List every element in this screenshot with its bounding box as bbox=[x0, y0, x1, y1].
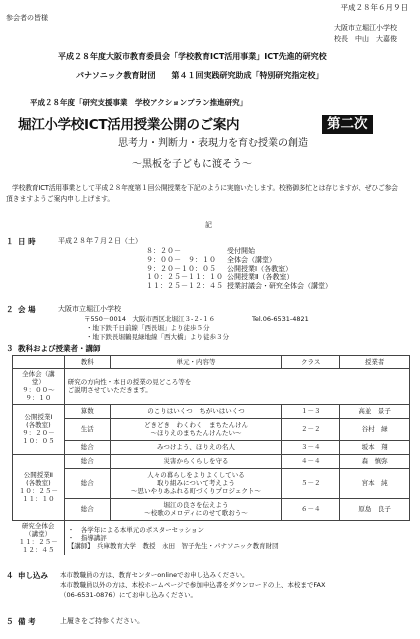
schedule-event: 授業討議会・研究全体会（講堂） bbox=[227, 282, 332, 290]
schedule-time: ８：２０－ bbox=[146, 247, 181, 255]
class-cell: ６－４ bbox=[282, 498, 340, 520]
ki-mark: 記 bbox=[205, 221, 212, 229]
section-3-number: ３ bbox=[6, 344, 14, 353]
page-title: 堀江小学校ICT活用授業公開のご案内 bbox=[18, 117, 240, 133]
block-2-period: 公開授業Ⅱ (各教室) １０：２５－ １１：１０ bbox=[13, 454, 65, 520]
schedule-event: 公開授業Ⅱ（各教室） bbox=[227, 273, 294, 282]
subject-cell: 生活 bbox=[64, 418, 110, 440]
unit-cell: 堀江の良さを伝えよう ～校歌のメロディにのせて歌おう～ bbox=[110, 498, 282, 520]
section-4-label: 申し込み bbox=[18, 571, 48, 580]
edition-badge: 第二次 bbox=[322, 115, 373, 134]
class-cell: ５－２ bbox=[282, 468, 340, 498]
subject-cell: 総合 bbox=[64, 498, 110, 520]
schedule-event: 受付開始 bbox=[227, 247, 255, 255]
apply-line-2: 本市教職員以外の方は、本校ホームページで参加申込書をダウンロードの上、本校までFAX bbox=[60, 581, 326, 589]
sponsor-line-1: 平成２８年度大阪市教育委員会「学校教育ICT活用事業」ICT先進的研究校 bbox=[58, 52, 327, 61]
teacher-cell: 原島 良子 bbox=[340, 498, 410, 520]
venue-phone: Tel.06-6531-4821 bbox=[252, 315, 309, 323]
closing-item-1: ・ 各学年による本単元のポスターセッション bbox=[67, 525, 205, 534]
unit-cell: 人々の暮らしをよりよくしている 取り組みについて考えよう ～思いやりあふれる町づくりプロジェクト～ bbox=[110, 468, 282, 498]
subtitle-theme: 思考力・判断力・表現力を育む授業の創造 bbox=[118, 138, 308, 149]
teacher-cell: 宮本 純 bbox=[340, 468, 410, 498]
table-row bbox=[13, 404, 410, 418]
table-row bbox=[13, 498, 410, 520]
subject-cell: 総合 bbox=[64, 468, 110, 498]
date: 平成２８年６月９日 bbox=[340, 3, 408, 12]
schedule-time: ９：００－ ９：１０ bbox=[146, 255, 216, 264]
remarks: 上履きをご持参ください。 bbox=[60, 617, 144, 625]
access-1: ・地下鉄千日前線「西長堀」より徒歩５分 bbox=[86, 324, 210, 332]
schedule-row bbox=[146, 256, 336, 265]
section-4-number: ４ bbox=[6, 571, 14, 580]
schedule-row bbox=[146, 282, 336, 291]
apply-line-3: （06-6531-0876）にてお申し込みください。 bbox=[60, 591, 198, 599]
opening-content: 研究の方向性・本日の授業の見どころ等を ご説明させていただきます。 bbox=[64, 369, 409, 405]
subject-cell: 総合 bbox=[64, 440, 110, 454]
teacher-cell: 高並 景子 bbox=[340, 404, 410, 418]
sponsor-line-2: パナソニック教育財団 第４１回実践研究助成「特別研究指定校」 bbox=[76, 71, 324, 80]
subject-cell: 総合 bbox=[64, 454, 110, 468]
venue-address: 〒550－0014 大阪市西区北堀江３-２-１６ bbox=[84, 315, 216, 323]
table-header: 教科 bbox=[64, 356, 110, 369]
teacher-cell: 森 慎弥 bbox=[340, 454, 410, 468]
table-row bbox=[13, 369, 410, 405]
class-cell: １－３ bbox=[282, 404, 340, 418]
schedule-event: 公開授業Ⅰ（各教室） bbox=[227, 264, 293, 273]
sender-school: 大阪市立堀江小学校 bbox=[334, 24, 397, 32]
apply-line-1: 本市教職員の方は、教育センターonlineでお申し込みください。 bbox=[60, 571, 249, 579]
class-cell: ２－２ bbox=[282, 418, 340, 440]
closing-item-2: ・ 指導講評 bbox=[67, 533, 107, 542]
table-header: 授業者 bbox=[340, 356, 410, 369]
recipients: 参会者の皆様 bbox=[6, 14, 48, 22]
table-row bbox=[13, 520, 410, 555]
schedule-time: ９：２０－１０：０５ bbox=[146, 264, 216, 273]
section-3-label: 教科および授業者・講師 bbox=[18, 344, 101, 353]
subtitle-motto: ～黒板を子どもに渡そう～ bbox=[132, 159, 252, 170]
schedule-table bbox=[146, 247, 336, 291]
teacher-cell: 谷村 緑 bbox=[340, 418, 410, 440]
section-1-label: 日 時 bbox=[18, 237, 36, 246]
schedule-row bbox=[146, 247, 336, 256]
table-header-row bbox=[13, 356, 410, 369]
unit-cell: どきどき わくわく まちたんけん ～ほりえのまちたんけんたい～ bbox=[110, 418, 282, 440]
venue-name: 大阪市立堀江小学校 bbox=[58, 305, 121, 313]
program-table bbox=[12, 355, 410, 555]
closing-item-3: 【講師】 兵庫教育大学 教授 永田 智子先生・パナソニック教育財団 bbox=[67, 541, 279, 550]
closing-content bbox=[64, 520, 409, 555]
sponsor-line-3: 平成２８年度「研究支援事業 学校アクションプラン推進研究」 bbox=[30, 98, 248, 107]
sender-name: 校長 中山 大嘉俊 bbox=[334, 35, 397, 43]
section-5-number: ５ bbox=[6, 617, 14, 626]
section-2-number: ２ bbox=[6, 305, 14, 314]
teacher-cell: 坂本 翔 bbox=[340, 440, 410, 454]
schedule-time: １０：２５－１１：１０ bbox=[146, 273, 223, 282]
unit-cell: みつけよう、ほりえの名人 bbox=[110, 440, 282, 454]
block-1-period: 公開授業Ⅰ (各教室) ９：２０－ １０：０５ bbox=[13, 404, 65, 454]
unit-cell: のこりはいくつ ちがいはいくつ bbox=[110, 404, 282, 418]
schedule-row bbox=[146, 265, 336, 274]
intro-line-2: 頂きますようご案内申し上げます。 bbox=[6, 195, 115, 203]
unit-cell: 災害からくらしを守る bbox=[110, 454, 282, 468]
table-row bbox=[13, 418, 410, 440]
table-row bbox=[13, 454, 410, 468]
closing-period: 研究全体会（講堂） １１：２５－１２：４５ bbox=[13, 520, 65, 555]
schedule-row bbox=[146, 273, 336, 282]
section-1-number: １ bbox=[6, 237, 14, 246]
table-header bbox=[13, 356, 65, 369]
table-row bbox=[13, 468, 410, 498]
intro-line-1: 学校教育ICT活用事業として平成２８年度第１回公開授業を下記のように実施いたします。校務御多忙とは存じますが、ぜひご参会 bbox=[12, 184, 398, 192]
class-cell: ４－４ bbox=[282, 454, 340, 468]
section-2-label: 会 場 bbox=[18, 305, 36, 314]
subject-cell: 算数 bbox=[64, 404, 110, 418]
table-header: クラス bbox=[282, 356, 340, 369]
schedule-event: 全体会（講堂） bbox=[227, 255, 276, 264]
table-row bbox=[13, 440, 410, 454]
access-2: ・地下鉄長堀鶴見緑地線「西大橋」より徒歩３分 bbox=[86, 333, 229, 341]
opening-period: 全体会（講堂） ９：００～９：１０ bbox=[13, 369, 65, 405]
event-date: 平成２８年７月２日（土） bbox=[58, 237, 142, 245]
section-5-label: 備 考 bbox=[18, 617, 36, 626]
schedule-time: １１：２５－１２：４５ bbox=[146, 282, 223, 290]
table-header: 単元・内容等 bbox=[110, 356, 282, 369]
class-cell: ３－４ bbox=[282, 440, 340, 454]
